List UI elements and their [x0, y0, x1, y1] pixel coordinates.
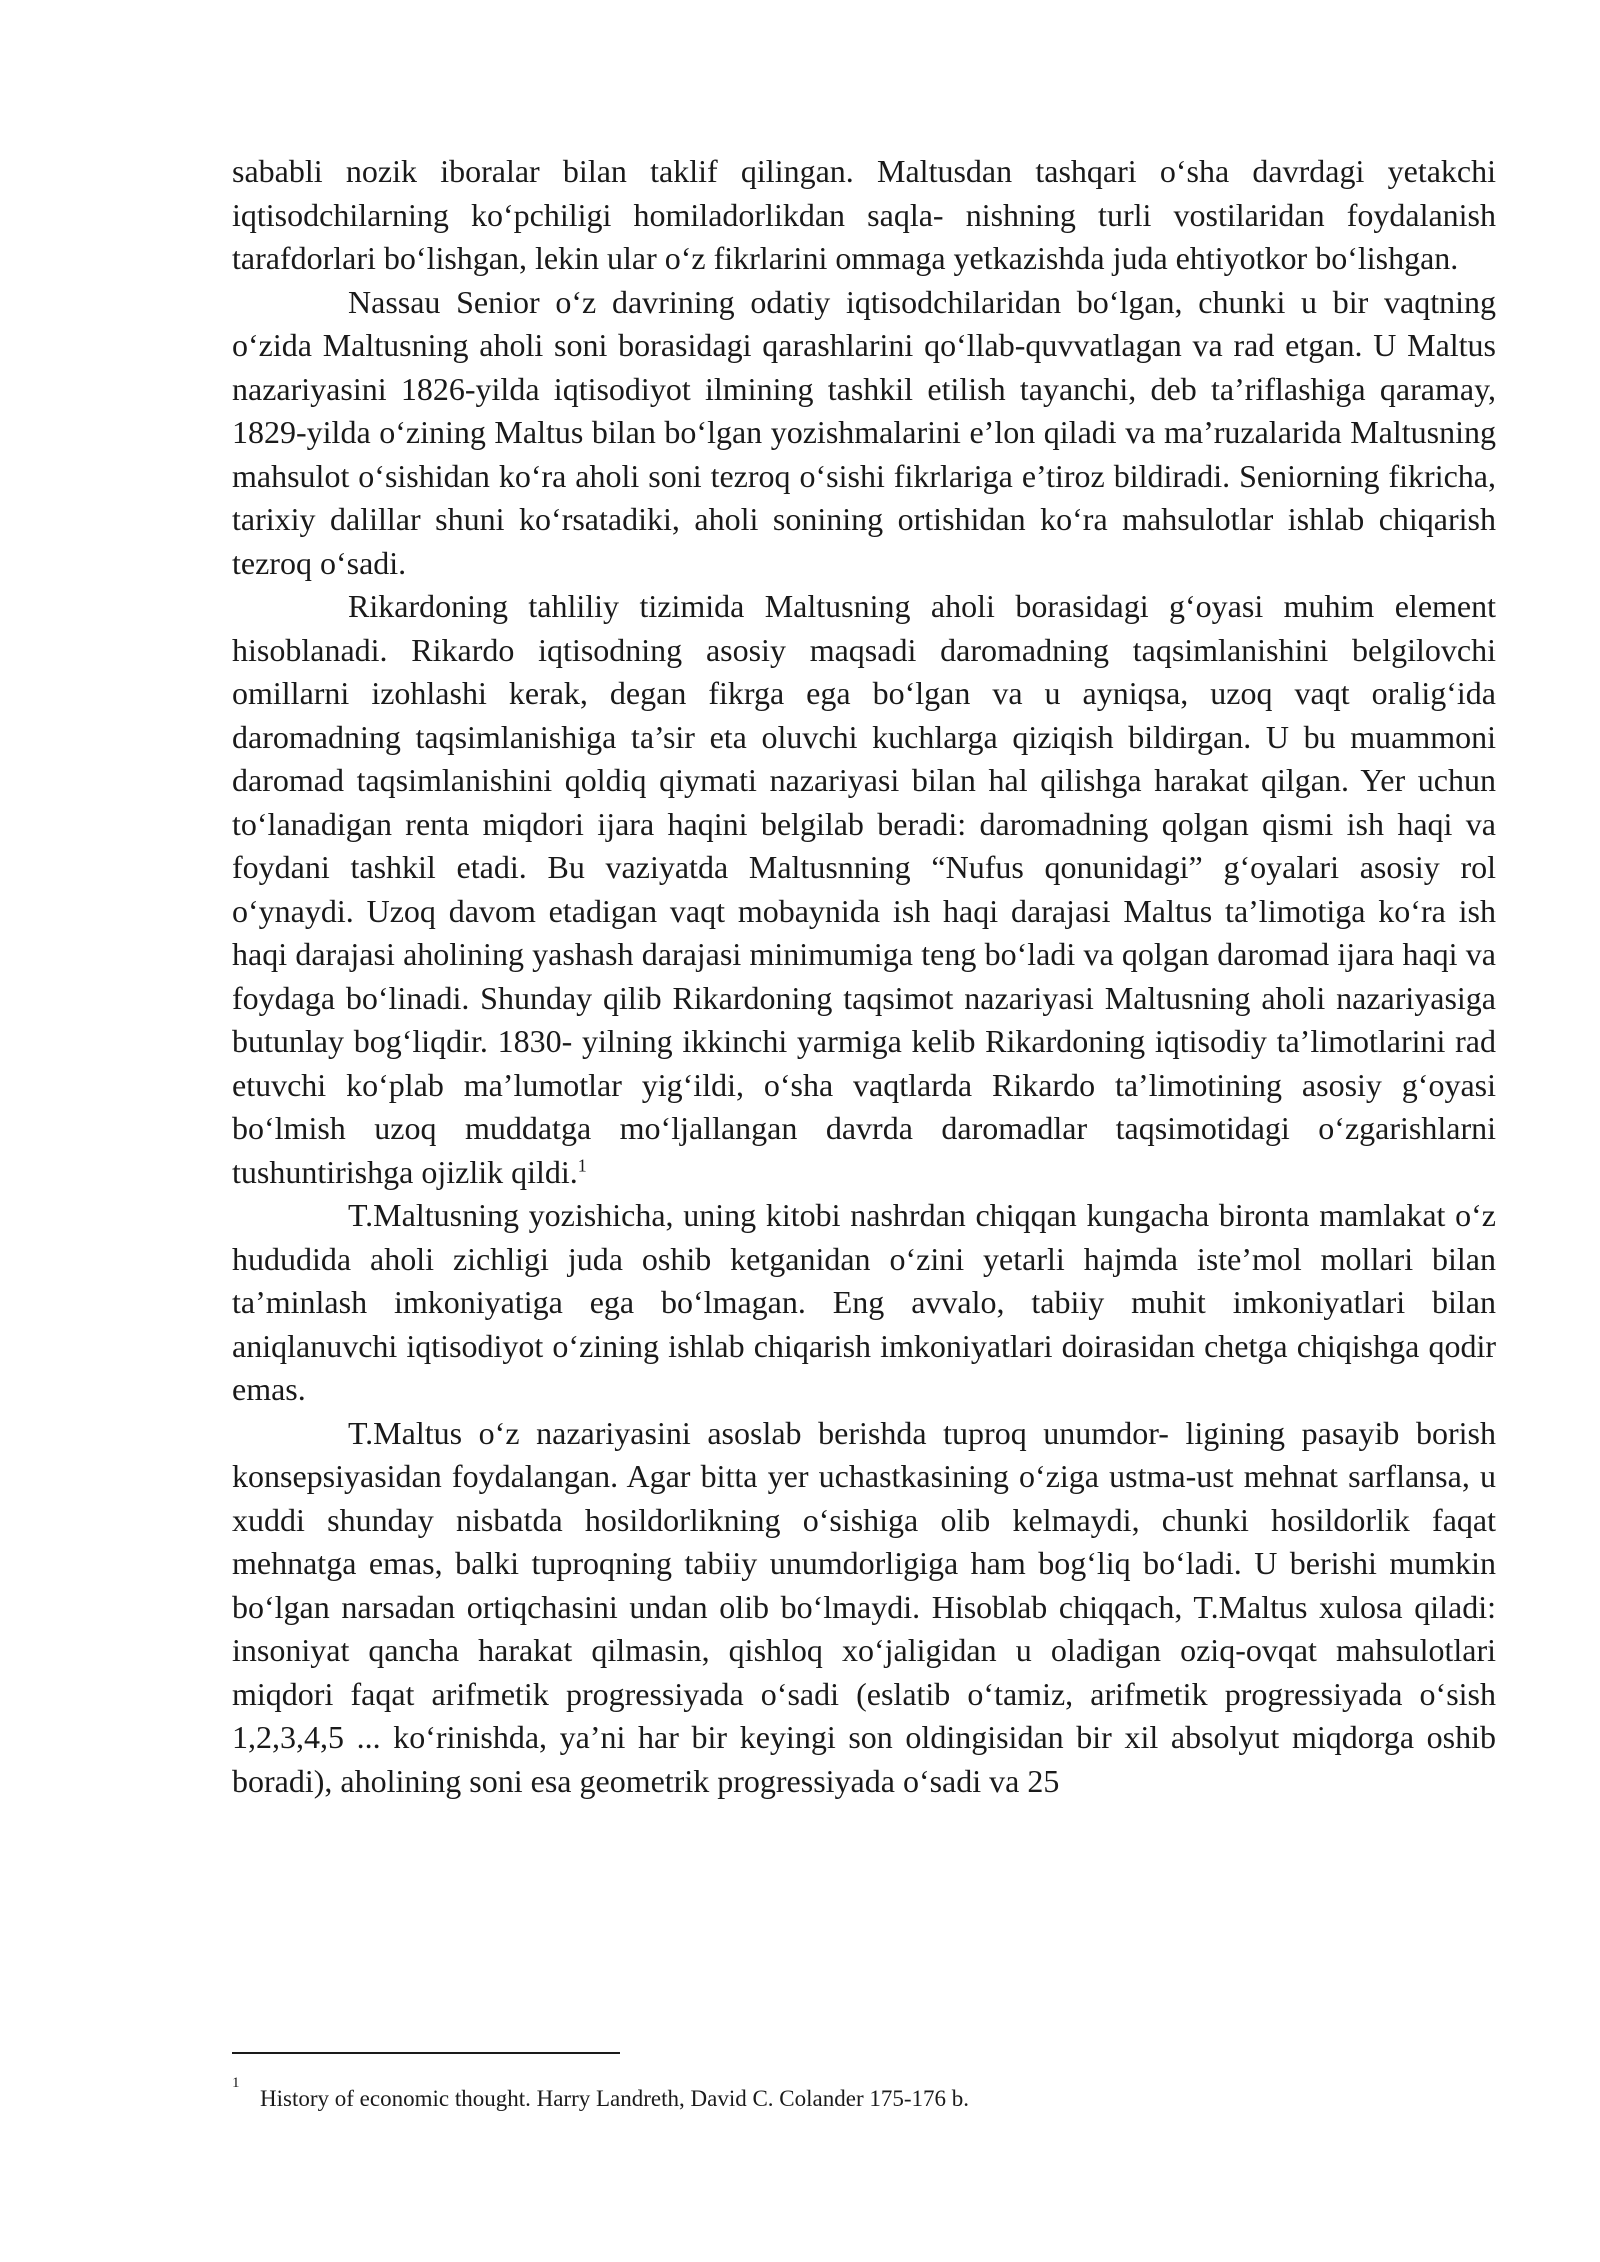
- paragraph-1-text: sababli nozik iboralar bilan taklif qilingan. Maltusdan tashqari o‘sha davrdagi yetakchi iqtisodchilarning ko‘pchiligi homiladorlikdan saqla- nishning turli vostilaridan foydalanish tarafdorlari bo‘lishgan, lekin ular o‘z fikrlarini ommaga yetkazishda juda ehtiyotkor bo‘lishgan.: [232, 153, 1496, 276]
- paragraph-5-text: T.Maltus o‘z nazariyasini asoslab berishda tuproq unumdor- ligining pasayib borish konsepsiyasidan foydalangan. Agar bitta yer uchastkasining o‘ziga ustma-ust mehnat sarflansa, u xuddi shunday nisbatda hosildorlikning o‘sishiga olib kelmaydi, chunki hosildorlik faqat mehnatga emas, balki tuproqning tabiiy unumdorligiga ham bog‘liq bo‘ladi. U berishi mumkin bo‘lgan narsadan ortiqchasini undan olib bo‘lmaydi. Hisoblab chiqqach, T.Maltus xulosa qiladi: insoniyat qancha harakat qilmasin, qishloq xo‘jaligidan u oladigan oziq-ovqat mahsulotlari miqdori faqat arifmetik progressiyada o‘sadi (eslatib o‘tamiz, arifmetik progressiyada o‘sish 1,2,3,4,5 ... ko‘rinishda, ya’ni har bir keyingi son oldingisidan bir xil absolyut miqdorga oshib boradi), aholining soni esa geometrik progressiyada o‘sadi va 25: [232, 1414, 1496, 1799]
- paragraph-4: [232, 1194, 1496, 1412]
- paragraph-3-text: Rikardoning tahliliy tizimida Maltusning aholi borasidagi g‘oyasi muhim element hisoblanadi. Rikardo iqtisodning asosiy maqsadi daromadning taqsimlanishini belgilovchi omillarni izohlashi kerak, degan fikrga ega bo‘lgan va u ayniqsa, uzoq vaqt oralig‘ida daromadning taqsimlanishiga ta’sir eta oluvchi kuchlarga qiziqish bildirgan. U bu muammoni daromad taqsimlanishini qoldiq qiymati nazariyasi bilan hal qilishga harakat qilgan. Yer uchun to‘lanadigan renta miqdori ijara haqini belgilab beradi: daromadning qolgan qismi ish haqi va foydani tashkil etadi. Bu vaziyatda Maltusnning “Nufus qonunidagi” g‘oyalari asosiy rol o‘ynaydi. Uzoq davom etadigan vaqt mobaynida ish haqi darajasi Maltus ta’limotiga ko‘ra ish haqi darajasi aholining yashash darajasi minimumiga teng bo‘ladi va qolgan daromad ijara haqi va foydaga bo‘linadi. Shunday qilib Rikardoning taqsimot nazariyasi Maltusning aholi nazariyasiga butunlay bog‘liqdir. 1830- yilning ikkinchi yarmiga kelib Rikardoning iqtisodiy ta’limotlarini rad etuvchi ko‘plab ma’lumotlar yig‘ildi, o‘sha vaqtlarda Rikardo ta’limotining asosiy g‘oyasi bo‘lmish uzoq muddatga mo‘ljallangan davrda daromadlar taqsimotidagi o‘zgarishlarni tushuntirishga ojizlik qildi.: [232, 588, 1496, 1190]
- paragraph-5: [232, 1412, 1496, 1804]
- footnote-separator: [232, 2052, 620, 2054]
- paragraph-4-text: T.Maltusning yozishicha, uning kitobi nashrdan chiqqan kungacha bironta mamlakat o‘z hududida aholi zichligi juda oshib ketganidan o‘zini yetarli hajmda iste’mol mollari bilan ta’minlash imkoniyatiga ega bo‘lmagan. Eng avvalo, tabiiy muhit imkoniyatlari bilan aniqlanuvchi iqtisodiyot o‘zining ishlab chiqarish imkoniyatlari doirasidan chetga chiqishga qodir emas.: [232, 1197, 1496, 1407]
- paragraph-2: [232, 281, 1496, 586]
- paragraph-3: [232, 585, 1496, 1194]
- footnote-text: History of economic thought. Harry Landreth, David C. Colander 175-176 b.: [260, 2086, 970, 2111]
- document-body: [232, 150, 1496, 1803]
- footnote-mark: 1: [232, 2075, 240, 2091]
- footnote-reference[interactable]: 1: [577, 1154, 587, 1175]
- paragraph-2-text: Nassau Senior o‘z davrining odatiy iqtisodchilaridan bo‘lgan, chunki u bir vaqtning o‘zida Maltusning aholi soni borasidagi qarashlarini qo‘llab-quvvatlagan va rad etgan. U Maltus nazariyasini 1826-yilda iqtisodiyot ilmining tashkil etilish tayanchi, deb ta’riflashiga qaramay, 1829-yilda o‘zining Maltus bilan bo‘lgan yozishmalarini e’lon qiladi va ma’ruzalarida Maltusning mahsulot o‘sishidan ko‘ra aholi soni tezroq o‘sishi fikrlariga e’tiroz bildiradi. Seniorning fikricha, tarixiy dalillar shuni ko‘rsatadiki, aholi sonining ortishidan ko‘ra mahsulotlar ishlab chiqarish tezroq o‘sadi.: [232, 283, 1496, 581]
- paragraph-1: [232, 150, 1496, 281]
